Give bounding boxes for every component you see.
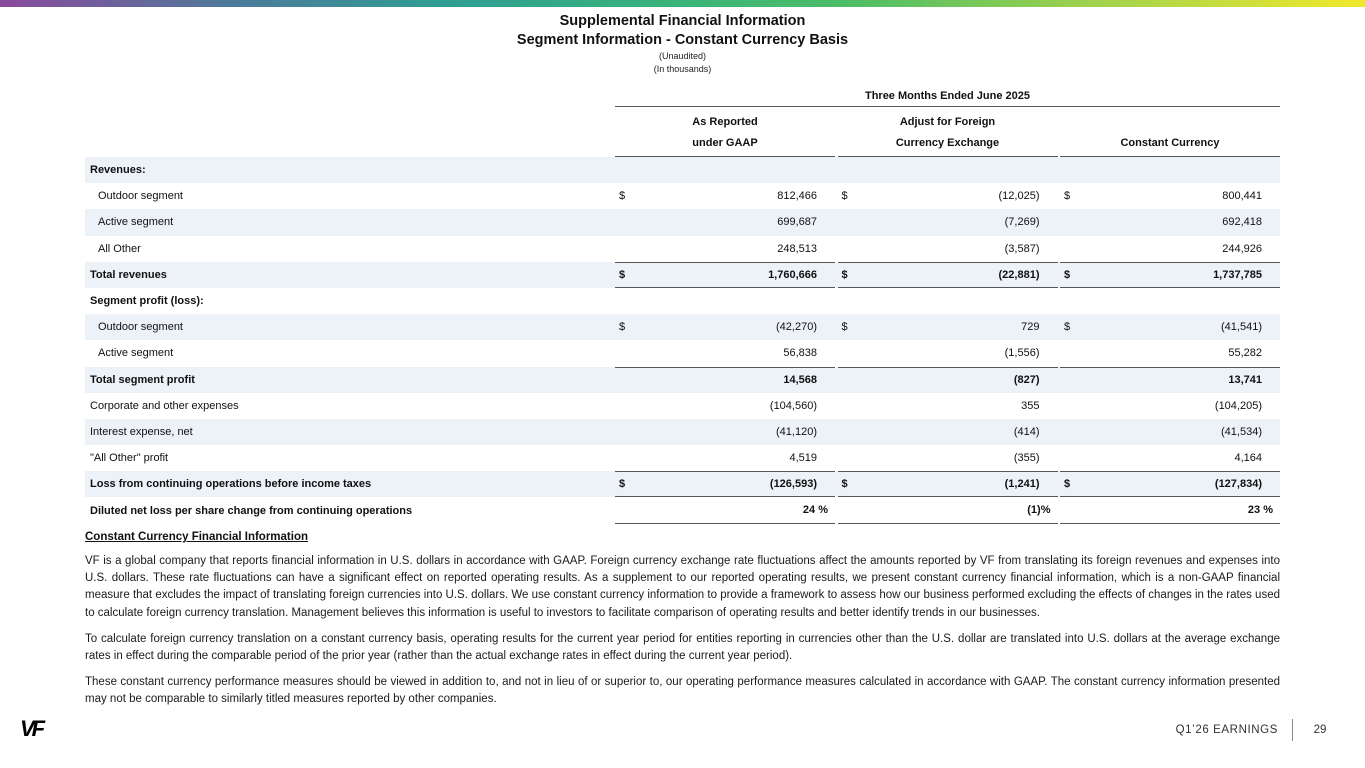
cell-value: (22,881) [998, 268, 1040, 281]
row-label: Interest expense, net [90, 425, 193, 438]
slide-footer [1176, 719, 1333, 741]
cell-value: (827) [1013, 374, 1040, 387]
value-cell [615, 471, 835, 497]
table-row [85, 393, 1280, 419]
value-cell [615, 367, 835, 393]
row-label: Outdoor segment [98, 190, 183, 203]
value-cell [1060, 497, 1280, 523]
page-number: 29 [1313, 724, 1327, 736]
cell-value: (104,205) [1214, 399, 1262, 412]
cell-value: (126,593) [769, 478, 817, 491]
value-cell [838, 367, 1058, 393]
value-cell [838, 236, 1058, 262]
table-row [85, 340, 1280, 366]
column-header-gaap [615, 112, 835, 157]
value-cell [615, 340, 835, 366]
label-column-spacer [85, 112, 615, 157]
value-cell [615, 419, 835, 445]
notes-paragraph-2: To calculate foreign currency translation on a constant currency basis, operating results for the current year period for entities reporting in currencies other than the U.S. dollar are translated into U.S. dollars at the average exchange rates in effect during the comparable period of the prior year (rather than the actual exchange rates in effect during the current year period). [85, 632, 1280, 663]
cell-value: 692,418 [1222, 216, 1262, 229]
cell-value: (3,587) [1004, 242, 1040, 255]
value-cell [615, 209, 835, 235]
cell-value: 244,926 [1222, 242, 1262, 255]
page-subtitle: Segment Information - Constant Currency Basis [516, 32, 849, 48]
label-column-spacer [85, 90, 615, 107]
dollar-sign: $ [841, 190, 848, 203]
row-label: Corporate and other expenses [90, 399, 239, 412]
value-cell [838, 497, 1058, 523]
column-header-line: Constant Currency [1120, 137, 1220, 149]
dollar-sign: $ [619, 190, 626, 203]
dollar-sign: $ [1064, 190, 1071, 203]
notes-section [85, 531, 1280, 718]
segment-table [85, 90, 1280, 524]
value-cell [838, 157, 1058, 183]
row-label: Diluted net loss per share change from continuing operations [90, 504, 413, 517]
cell-value: 13,741 [1228, 374, 1262, 387]
row-label: "All Other" profit [90, 452, 169, 465]
cell-value: 56,838 [783, 347, 817, 360]
row-label: Segment profit (loss): [90, 295, 204, 308]
cell-value: 4,164 [1234, 452, 1262, 465]
cell-value: (127,834) [1214, 478, 1262, 491]
cell-value: 355 [1021, 399, 1040, 412]
cell-value: 699,687 [777, 216, 817, 229]
value-cell [615, 183, 835, 209]
in-thousands-note: (In thousands) [653, 64, 712, 74]
cell-value: 800,441 [1222, 190, 1262, 203]
slide-header [0, 12, 1365, 76]
cell-value: (41,541) [1221, 321, 1262, 334]
table-row [85, 445, 1280, 471]
notes-heading: Constant Currency Financial Information [85, 531, 308, 543]
value-cell [838, 183, 1058, 209]
cell-value: (7,269) [1004, 216, 1040, 229]
row-label: Active segment [98, 347, 174, 360]
value-cell [1060, 157, 1280, 183]
dollar-sign: $ [1064, 321, 1071, 334]
cell-value: (104,560) [769, 399, 817, 412]
table-row [85, 183, 1280, 209]
cell-value: 24 % [802, 504, 828, 517]
value-cell [838, 314, 1058, 340]
value-cell [838, 340, 1058, 366]
table-row [85, 209, 1280, 235]
value-cell [838, 262, 1058, 288]
cell-value: 14,568 [783, 374, 817, 387]
table-row [85, 367, 1280, 393]
row-label: Total segment profit [90, 373, 195, 386]
table-row [85, 262, 1280, 288]
cell-value: (414) [1013, 425, 1040, 438]
cell-value: (41,534) [1221, 425, 1262, 438]
footer-label: Q1’26 EARNINGS [1175, 724, 1278, 736]
value-cell [615, 314, 835, 340]
period-header-row [85, 90, 1280, 107]
table-row [85, 236, 1280, 262]
dollar-sign: $ [619, 321, 626, 334]
top-gradient-bar [0, 0, 1365, 7]
value-cell [1060, 209, 1280, 235]
dollar-sign: $ [619, 478, 626, 491]
column-header-line: Currency Exchange [895, 137, 1000, 149]
cell-value: 1,737,785 [1213, 268, 1262, 281]
table-row [85, 157, 1280, 183]
value-cell [1060, 471, 1280, 497]
value-cell [615, 445, 835, 471]
table-row [85, 419, 1280, 445]
value-cell [615, 288, 835, 314]
value-cell [838, 471, 1058, 497]
cell-value: (12,025) [998, 190, 1040, 203]
column-header-constant-currency [1060, 112, 1280, 157]
dollar-sign: $ [1064, 478, 1071, 491]
value-cell [615, 236, 835, 262]
column-header-line: under GAAP [692, 137, 758, 149]
cell-value: 23 % [1247, 504, 1273, 517]
table-row [85, 497, 1280, 523]
value-cell [1060, 340, 1280, 366]
dollar-sign: $ [841, 268, 848, 281]
value-cell [1060, 314, 1280, 340]
column-header-fx-adjust [838, 112, 1058, 157]
footer-divider [1292, 719, 1293, 741]
column-header-line: As Reported [692, 116, 758, 128]
table-row [85, 314, 1280, 340]
value-cell [1060, 419, 1280, 445]
cell-value: 4,519 [789, 452, 817, 465]
table-body [85, 157, 1280, 524]
cell-value: (1,556) [1004, 347, 1040, 360]
value-cell [615, 157, 835, 183]
row-label: Revenues: [90, 164, 146, 177]
row-label: Outdoor segment [98, 321, 183, 334]
vf-logo: VF [20, 716, 43, 741]
row-label: Active segment [98, 216, 174, 229]
value-cell [838, 445, 1058, 471]
dollar-sign: $ [619, 268, 626, 281]
column-header-line: Adjust for Foreign [899, 116, 996, 128]
value-cell [1060, 262, 1280, 288]
cell-value: 1,760,666 [768, 268, 817, 281]
cell-value: 729 [1021, 321, 1040, 334]
table-row [85, 471, 1280, 497]
cell-value: (1)% [1027, 504, 1051, 517]
value-cell [615, 393, 835, 419]
value-cell [1060, 445, 1280, 471]
notes-paragraph-3: These constant currency performance measures should be viewed in addition to, and not in lieu of or superior to, our operating performance measures calculated in accordance with GAAP. The constant currency information presented may not be comparable to similarly titled measures reported by other companies. [85, 676, 1280, 706]
value-cell [1060, 288, 1280, 314]
period-header: Three Months Ended June 2025 [615, 90, 1280, 107]
value-cell [1060, 393, 1280, 419]
value-cell [838, 419, 1058, 445]
unaudited-note: (Unaudited) [658, 51, 707, 61]
cell-value: (42,270) [776, 321, 817, 334]
value-cell [615, 497, 835, 523]
dollar-sign: $ [841, 478, 848, 491]
cell-value: (1,241) [1004, 478, 1040, 491]
value-cell [838, 288, 1058, 314]
value-cell [838, 393, 1058, 419]
cell-value: 812,466 [777, 190, 817, 203]
row-label: All Other [98, 242, 141, 255]
cell-value: (41,120) [776, 425, 817, 438]
notes-paragraph-1: VF is a global company that reports financial information in U.S. dollars in accordance with GAAP. Foreign currency exchange rate fluctuations affect the amounts reported by VF from translating its foreign revenues and expenses into U.S. dollars. These rate fluctuations can have a significant effect on reported operating results. As a supplement to our reported operating results, we present constant currency financial information, which is a non-GAAP financial measure that excludes the impact of translating foreign currencies into U.S. dollars. We use constant currency information to provide a framework to assess how our business performed excluding the effects of changes in the rates used to calculate foreign currency translation. Management believes this information is useful to investors to facilitate comparison of operating results and better identify trends in our businesses. [85, 555, 1280, 619]
value-cell [615, 262, 835, 288]
value-cell [1060, 367, 1280, 393]
cell-value: 248,513 [777, 242, 817, 255]
value-cell [838, 209, 1058, 235]
row-label: Loss from continuing operations before income taxes [90, 478, 372, 491]
value-cell [1060, 183, 1280, 209]
column-headers-row [85, 112, 1280, 157]
dollar-sign: $ [841, 321, 848, 334]
dollar-sign: $ [1064, 268, 1071, 281]
table-row [85, 288, 1280, 314]
column-header-line [1060, 112, 1280, 133]
page-title: Supplemental Financial Information [559, 13, 806, 29]
cell-value: (355) [1013, 452, 1040, 465]
row-label: Total revenues [90, 268, 167, 281]
value-cell [1060, 236, 1280, 262]
cell-value: 55,282 [1228, 347, 1262, 360]
